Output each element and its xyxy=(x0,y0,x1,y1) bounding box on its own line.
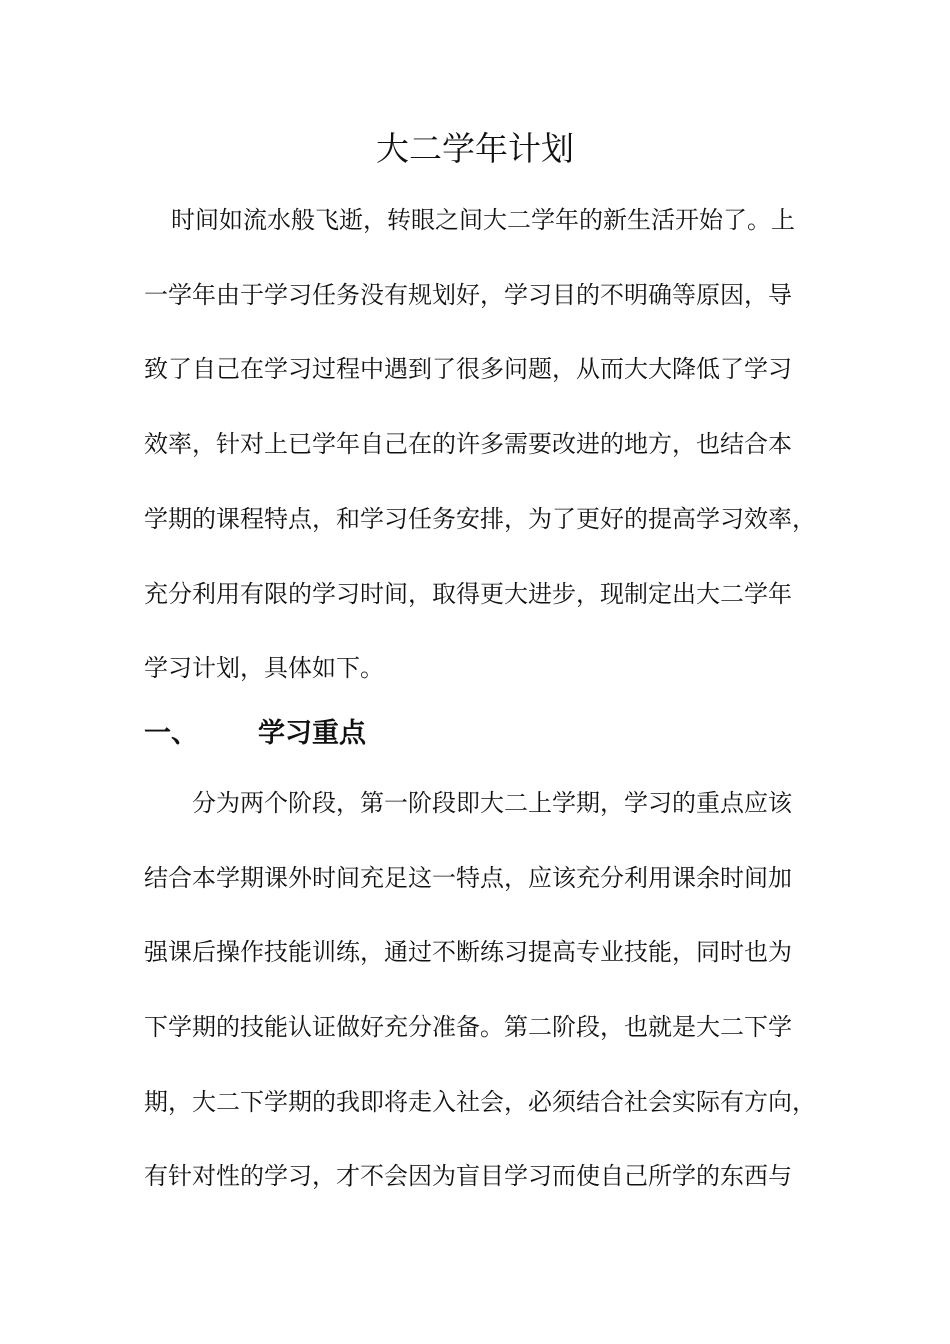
section-number: 一、 xyxy=(144,718,198,749)
intro-line: 时间如流水般飞逝，转眼之间大二学年的新生活开始了。上 xyxy=(171,206,795,234)
intro-line: 学期的课程特点，和学习任务安排，为了更好的提高学习效率， xyxy=(144,505,816,533)
section-line: 期，大二下学期的我即将走入社会，必须结合社会实际有方向， xyxy=(144,1088,816,1116)
section-line: 结合本学期课外时间充足这一特点，应该充分利用课余时间加 xyxy=(144,864,792,892)
section-line: 下学期的技能认证做好充分准备。第二阶段，也就是大二下学 xyxy=(144,1013,792,1041)
section-title: 学习重点 xyxy=(258,718,366,749)
section-heading xyxy=(144,714,366,754)
document-title: 大二学年计划 xyxy=(376,129,574,168)
section-line: 强课后操作技能训练，通过不断练习提高专业技能，同时也为 xyxy=(144,938,792,966)
section-line: 有针对性的学习，才不会因为盲目学习而使自己所学的东西与 xyxy=(144,1162,792,1190)
intro-line: 致了自己在学习过程中遇到了很多问题，从而大大降低了学习 xyxy=(144,355,792,383)
intro-line: 效率，针对上已学年自己在的许多需要改进的地方，也结合本 xyxy=(144,430,792,458)
intro-line: 一学年由于学习任务没有规划好，学习目的不明确等原因，导 xyxy=(144,281,792,309)
intro-line: 充分利用有限的学习时间，取得更大进步，现制定出大二学年 xyxy=(144,580,792,608)
intro-line: 学习计划，具体如下。 xyxy=(144,654,384,682)
section-line: 分为两个阶段，第一阶段即大二上学期，学习的重点应该 xyxy=(192,789,792,817)
